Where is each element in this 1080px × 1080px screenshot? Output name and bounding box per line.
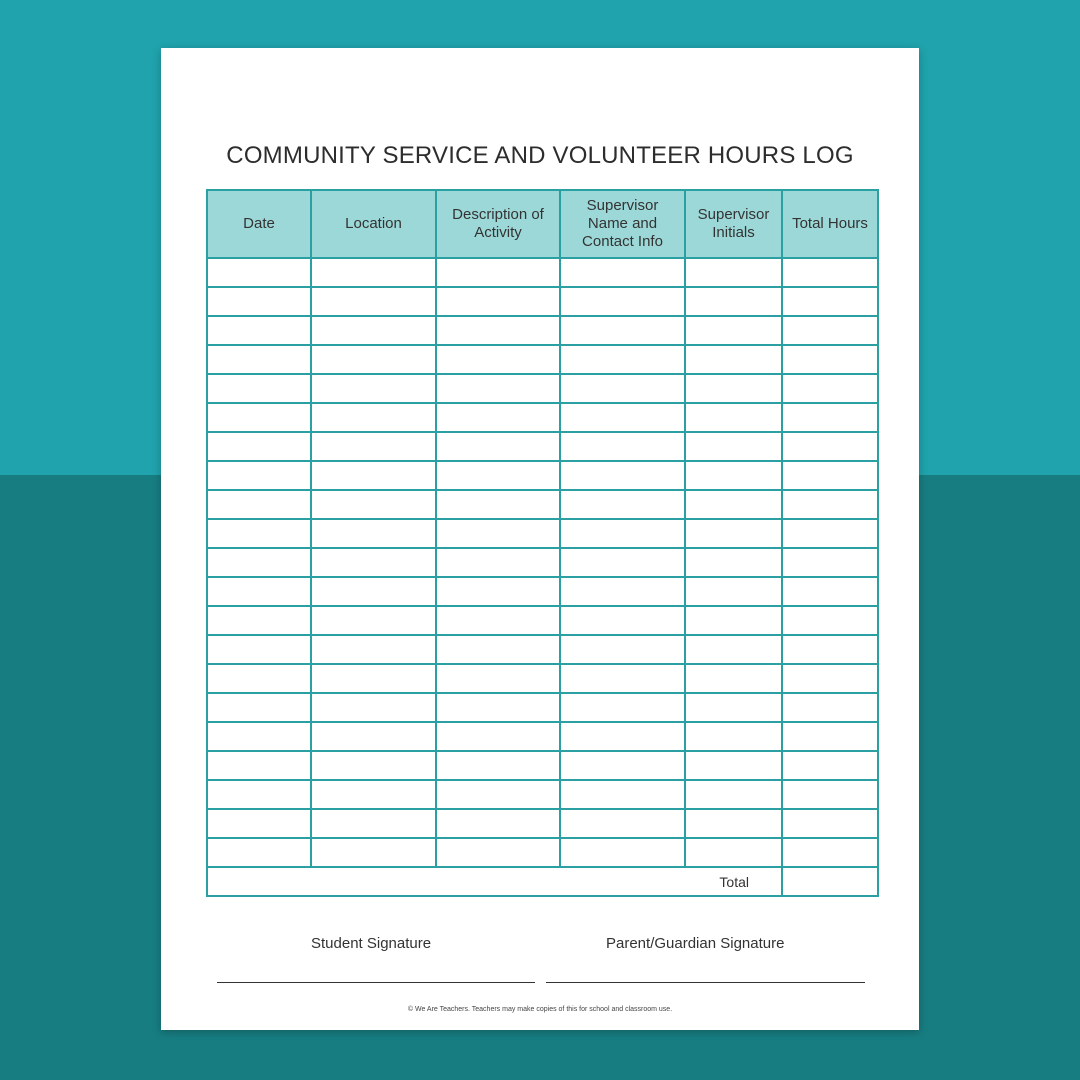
cell-location[interactable] (311, 287, 436, 316)
table-row (207, 838, 878, 867)
cell-date[interactable] (207, 664, 311, 693)
cell-total-hours[interactable] (782, 548, 878, 577)
cell-location[interactable] (311, 490, 436, 519)
cell-date[interactable] (207, 693, 311, 722)
cell-supervisor-info[interactable] (560, 490, 685, 519)
cell-location[interactable] (311, 664, 436, 693)
cell-supervisor-info[interactable] (560, 287, 685, 316)
cell-supervisor-initials[interactable] (685, 490, 782, 519)
cell-total-hours[interactable] (782, 490, 878, 519)
cell-supervisor-initials[interactable] (685, 345, 782, 374)
cell-supervisor-initials[interactable] (685, 635, 782, 664)
parent-signature-label: Parent/Guardian Signature (606, 935, 785, 952)
cell-description[interactable] (436, 490, 560, 519)
cell-date[interactable] (207, 345, 311, 374)
cell-supervisor-info[interactable] (560, 258, 685, 287)
table-row (207, 664, 878, 693)
cell-supervisor-initials[interactable] (685, 693, 782, 722)
cell-total-hours[interactable] (782, 693, 878, 722)
cell-location[interactable] (311, 693, 436, 722)
cell-date[interactable] (207, 780, 311, 809)
cell-supervisor-info[interactable] (560, 548, 685, 577)
cell-total-hours[interactable] (782, 664, 878, 693)
total-hours-cell[interactable] (782, 867, 878, 896)
total-label: Total (207, 867, 782, 896)
table-row (207, 519, 878, 548)
cell-date[interactable] (207, 432, 311, 461)
cell-total-hours[interactable] (782, 345, 878, 374)
cell-date[interactable] (207, 519, 311, 548)
total-row (207, 867, 878, 896)
table-row (207, 606, 878, 635)
cell-description[interactable] (436, 722, 560, 751)
cell-supervisor-initials[interactable] (685, 722, 782, 751)
cell-supervisor-initials[interactable] (685, 316, 782, 345)
table-row (207, 635, 878, 664)
cell-supervisor-initials[interactable] (685, 664, 782, 693)
cell-supervisor-initials[interactable] (685, 403, 782, 432)
log-sheet (161, 48, 919, 1030)
cell-supervisor-initials[interactable] (685, 577, 782, 606)
table-row (207, 258, 878, 287)
cell-supervisor-initials[interactable] (685, 751, 782, 780)
cell-supervisor-info[interactable] (560, 664, 685, 693)
cell-supervisor-info[interactable] (560, 577, 685, 606)
cell-total-hours[interactable] (782, 577, 878, 606)
table-row (207, 316, 878, 345)
cell-location[interactable] (311, 432, 436, 461)
cell-supervisor-initials[interactable] (685, 548, 782, 577)
cell-description[interactable] (436, 548, 560, 577)
cell-total-hours[interactable] (782, 432, 878, 461)
cell-date[interactable] (207, 374, 311, 403)
cell-date[interactable] (207, 809, 311, 838)
cell-date[interactable] (207, 577, 311, 606)
cell-total-hours[interactable] (782, 635, 878, 664)
table-row (207, 722, 878, 751)
column-header-supervisor-initials: Supervisor Initials (685, 190, 782, 258)
table-row (207, 461, 878, 490)
cell-supervisor-initials[interactable] (685, 287, 782, 316)
cell-supervisor-initials[interactable] (685, 432, 782, 461)
cell-location[interactable] (311, 316, 436, 345)
cell-description[interactable] (436, 693, 560, 722)
cell-supervisor-info[interactable] (560, 519, 685, 548)
cell-supervisor-info[interactable] (560, 722, 685, 751)
column-header-supervisor-info: Supervisor Name and Contact Info (560, 190, 685, 258)
cell-date[interactable] (207, 722, 311, 751)
cell-supervisor-initials[interactable] (685, 838, 782, 867)
cell-date[interactable] (207, 316, 311, 345)
cell-total-hours[interactable] (782, 461, 878, 490)
cell-location[interactable] (311, 606, 436, 635)
cell-description[interactable] (436, 664, 560, 693)
table-row (207, 345, 878, 374)
cell-date[interactable] (207, 635, 311, 664)
cell-supervisor-info[interactable] (560, 461, 685, 490)
cell-location[interactable] (311, 345, 436, 374)
cell-description[interactable] (436, 577, 560, 606)
cell-description[interactable] (436, 606, 560, 635)
cell-date[interactable] (207, 548, 311, 577)
cell-supervisor-info[interactable] (560, 780, 685, 809)
cell-supervisor-info[interactable] (560, 606, 685, 635)
cell-total-hours[interactable] (782, 316, 878, 345)
copyright-footer: © We Are Teachers. Teachers may make copies of this for school and classroom use. (407, 1006, 673, 1013)
hours-table (206, 189, 879, 897)
cell-total-hours[interactable] (782, 838, 878, 867)
cell-description[interactable] (436, 809, 560, 838)
table-row (207, 693, 878, 722)
cell-location[interactable] (311, 838, 436, 867)
cell-date[interactable] (207, 490, 311, 519)
cell-supervisor-info[interactable] (560, 345, 685, 374)
table-body (207, 258, 878, 867)
column-header-date: Date (207, 190, 311, 258)
cell-date[interactable] (207, 606, 311, 635)
cell-date[interactable] (207, 461, 311, 490)
table-row (207, 809, 878, 838)
cell-location[interactable] (311, 548, 436, 577)
cell-date[interactable] (207, 287, 311, 316)
cell-description[interactable] (436, 519, 560, 548)
cell-location[interactable] (311, 403, 436, 432)
cell-supervisor-initials[interactable] (685, 374, 782, 403)
cell-location[interactable] (311, 780, 436, 809)
cell-supervisor-initials[interactable] (685, 606, 782, 635)
cell-location[interactable] (311, 461, 436, 490)
cell-total-hours[interactable] (782, 809, 878, 838)
cell-total-hours[interactable] (782, 374, 878, 403)
cell-supervisor-initials[interactable] (685, 809, 782, 838)
cell-location[interactable] (311, 519, 436, 548)
cell-description[interactable] (436, 838, 560, 867)
parent-signature-line[interactable] (546, 982, 865, 983)
cell-supervisor-initials[interactable] (685, 258, 782, 287)
cell-date[interactable] (207, 751, 311, 780)
cell-total-hours[interactable] (782, 519, 878, 548)
table-row (207, 780, 878, 809)
cell-description[interactable] (436, 780, 560, 809)
cell-location[interactable] (311, 577, 436, 606)
cell-total-hours[interactable] (782, 606, 878, 635)
cell-supervisor-info[interactable] (560, 635, 685, 664)
column-header-description: Description of Activity (436, 190, 560, 258)
cell-total-hours[interactable] (782, 287, 878, 316)
cell-supervisor-initials[interactable] (685, 780, 782, 809)
cell-supervisor-initials[interactable] (685, 461, 782, 490)
header-row (207, 190, 878, 258)
cell-location[interactable] (311, 809, 436, 838)
cell-location[interactable] (311, 374, 436, 403)
student-signature-label: Student Signature (311, 935, 432, 952)
table-row (207, 287, 878, 316)
table-row (207, 403, 878, 432)
cell-total-hours[interactable] (782, 258, 878, 287)
table-row (207, 490, 878, 519)
column-header-total-hours: Total Hours (782, 190, 878, 258)
table-row (207, 751, 878, 780)
cell-date[interactable] (207, 258, 311, 287)
table-row (207, 432, 878, 461)
table-row (207, 577, 878, 606)
cell-location[interactable] (311, 258, 436, 287)
cell-supervisor-info[interactable] (560, 809, 685, 838)
cell-total-hours[interactable] (782, 780, 878, 809)
cell-location[interactable] (311, 722, 436, 751)
cell-description[interactable] (436, 287, 560, 316)
cell-location[interactable] (311, 635, 436, 664)
student-signature-line[interactable] (217, 982, 535, 983)
cell-description[interactable] (436, 751, 560, 780)
cell-total-hours[interactable] (782, 751, 878, 780)
cell-description[interactable] (436, 316, 560, 345)
table-row (207, 374, 878, 403)
cell-total-hours[interactable] (782, 722, 878, 751)
cell-total-hours[interactable] (782, 403, 878, 432)
cell-supervisor-info[interactable] (560, 693, 685, 722)
cell-location[interactable] (311, 751, 436, 780)
cell-description[interactable] (436, 635, 560, 664)
column-header-location: Location (311, 190, 436, 258)
table-row (207, 548, 878, 577)
cell-description[interactable] (436, 461, 560, 490)
cell-supervisor-info[interactable] (560, 403, 685, 432)
cell-description[interactable] (436, 374, 560, 403)
cell-description[interactable] (436, 432, 560, 461)
cell-supervisor-info[interactable] (560, 751, 685, 780)
cell-date[interactable] (207, 838, 311, 867)
cell-supervisor-info[interactable] (560, 432, 685, 461)
cell-supervisor-info[interactable] (560, 316, 685, 345)
cell-supervisor-info[interactable] (560, 374, 685, 403)
cell-supervisor-initials[interactable] (685, 519, 782, 548)
cell-description[interactable] (436, 403, 560, 432)
page-title: COMMUNITY SERVICE AND VOLUNTEER HOURS LOG (226, 142, 854, 169)
cell-date[interactable] (207, 403, 311, 432)
cell-description[interactable] (436, 258, 560, 287)
cell-supervisor-info[interactable] (560, 838, 685, 867)
cell-description[interactable] (436, 345, 560, 374)
